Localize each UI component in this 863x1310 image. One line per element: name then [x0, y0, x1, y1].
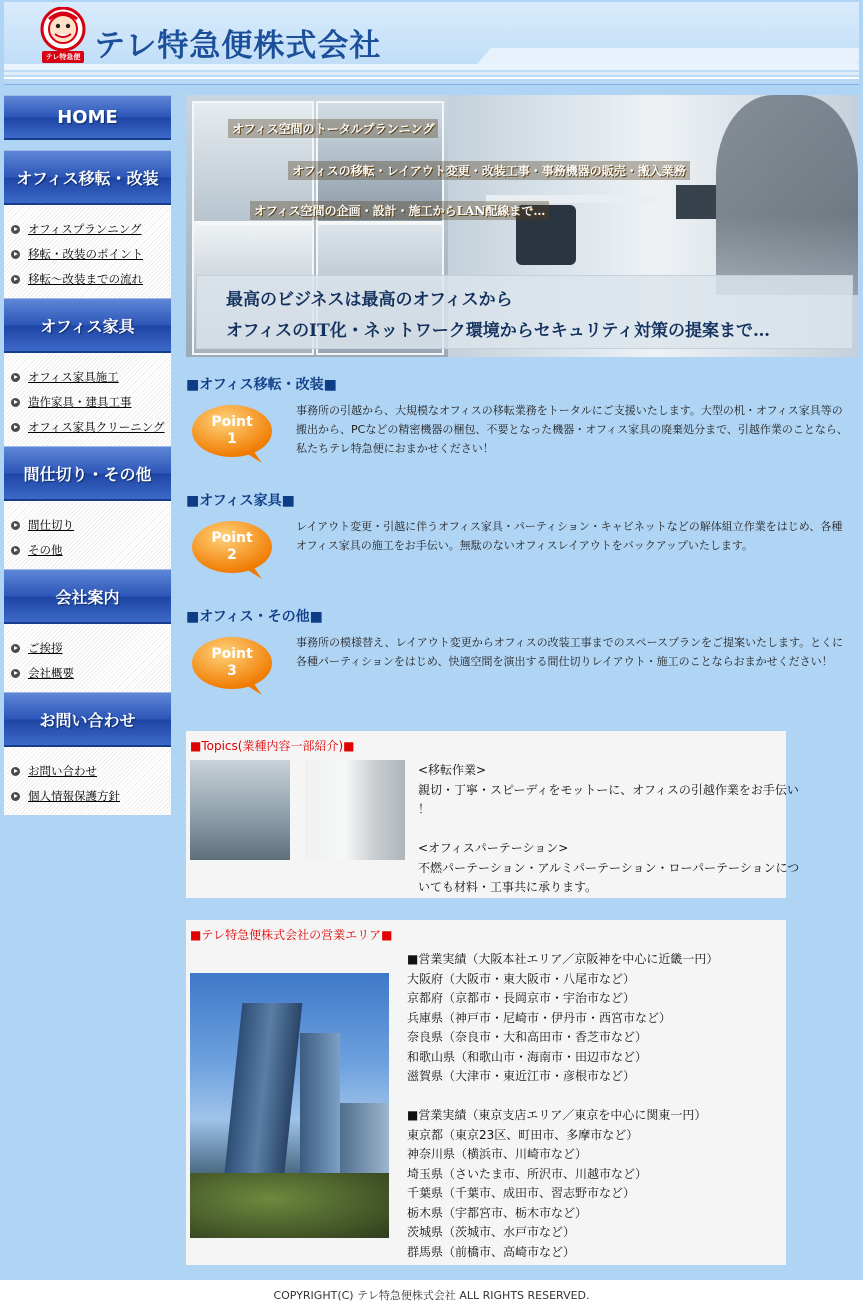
point-description: 事務所の引越から、大規模なオフィスの移転業務をトータルにご支援いたします。大型の机・オフィス家具等の搬出から、PCなどの精密機器の梱包、不要となった機器・オフィス家具の廃棄処分まで、引越作業のことなら、私たちテレ特急便におまかせください！ — [296, 404, 848, 455]
nav-section-partitions[interactable]: 間仕切り・その他 — [4, 446, 171, 501]
partition-photo — [305, 760, 405, 860]
nav-list-office-relocation — [4, 205, 171, 298]
arrow-bullet-icon — [11, 275, 20, 284]
nav-link-furniture-cleaning[interactable]: オフィス家具クリーニング — [4, 415, 171, 440]
arrow-bullet-icon — [11, 398, 20, 407]
arrow-bullet-icon — [11, 373, 20, 382]
arrow-bullet-icon — [11, 644, 20, 653]
sales-area-box — [186, 920, 786, 1265]
hero-tagline-3: オフィス空間の企画・設計・施工からLAN配線まで… — [250, 201, 549, 220]
point-row — [186, 627, 858, 719]
hero-tagline-1: オフィス空間のトータルプランニング — [228, 119, 438, 138]
nav-list-company — [4, 624, 171, 692]
nav-link-greeting[interactable]: ご挨拶 — [4, 636, 171, 661]
hero-tagline-2: オフィスの移転・レイアウト変更・改装工事・事務機器の販売・搬入業務 — [288, 161, 690, 180]
topics-text: <移転作業> 親切・丁寧・スピーディをモットーに、オフィスの引越作業をお手伝い ！ <オフィスパーテーション> 不燃パーテーション・アルミパーテーション・ローパーテーションにつ いても材料・工事共に承ります。 — [418, 763, 800, 894]
topics-box — [186, 731, 800, 898]
business-people-photo — [716, 95, 858, 295]
nav-section-office-relocation[interactable]: オフィス移転・改装 — [4, 150, 171, 205]
nav-link-other[interactable]: その他 — [4, 538, 171, 563]
sales-area-text: ■営業実績（大阪本社エリア／京阪神を中心に近畿一円） 大阪府（大阪市・東大阪市・八尾市など） 京都府（京都市・長岡京市・宇治市など） 兵庫県（神戸市・尼崎市・伊丹市・西宮市など） 奈良県（奈良市・大和高田市・香芝市など） 和歌山県（和歌山市・海南市・田辺市など） 滋賀県（大津市・東近江市・彦根市など） ■営業実績（東京支店エリア／東京を中心に関東一円） 東京都（東京23区、町田市、多摩市など） 神奈川県（横浜市、川崎市など） 埼玉県（さいたま市、所沢市、川越市など） 千葉県（千葉市、成田市、習志野市など） 栃木県（宇都宮市、栃木市など） 茨城県（茨城市、水戸市など） 群馬県（前橋市、高崎市など） — [407, 952, 719, 1259]
hero-headline-2: オフィスのIT化・ネットワーク環境からセキュリティ対策の提案まで… — [226, 321, 771, 341]
point-badge-icon: Point 1 — [190, 401, 274, 461]
header-decoration — [477, 48, 859, 64]
arrow-bullet-icon — [11, 423, 20, 432]
point-badge-icon: Point 2 — [190, 517, 274, 577]
logo-caption: テレ特急便 — [45, 53, 81, 61]
arrow-bullet-icon — [11, 767, 20, 776]
nav-link-furniture-install[interactable]: オフィス家具施工 — [4, 365, 171, 390]
point-badge-icon: Point 3 — [190, 633, 274, 693]
point-description: レイアウト変更・引越に伴うオフィス家具・パーティション・キャビネットなどの解体組立作業をはじめ、各種オフィス家具の施工をお手伝い。無駄のないオフィスレイアウトをバックアップいたします。 — [296, 520, 843, 552]
nav-link-contact[interactable]: お問い合わせ — [4, 759, 171, 784]
nav-list-office-furniture — [4, 353, 171, 446]
arrow-bullet-icon — [11, 669, 20, 678]
company-logo[interactable] — [40, 7, 86, 65]
nav-section-contact[interactable]: お問い合わせ — [4, 692, 171, 747]
hero-banner — [186, 95, 858, 357]
nav-link-privacy-policy[interactable]: 個人情報保護方針 — [4, 784, 171, 809]
nav-section-office-furniture[interactable]: オフィス家具 — [4, 298, 171, 353]
footer-copyright: COPYRIGHT(C) テレ特急便株式会社 ALL RIGHTS RESERVED. — [273, 1289, 590, 1302]
arrow-bullet-icon — [11, 792, 20, 801]
company-name: テレ特急便株式会社 — [94, 28, 382, 64]
point-row — [186, 395, 858, 487]
section-heading-relocation: ■オフィス移転・改装■ — [186, 377, 337, 393]
nav-link-office-planning[interactable]: オフィスプランニング — [4, 217, 171, 242]
site-header — [4, 2, 859, 85]
nav-list-contact — [4, 747, 171, 815]
nav-list-partitions — [4, 501, 171, 569]
nav-link-company-overview[interactable]: 会社概要 — [4, 661, 171, 686]
nav-link-relocation-points[interactable]: 移転・改装のポイント — [4, 242, 171, 267]
arrow-bullet-icon — [11, 521, 20, 530]
point-row — [186, 511, 858, 603]
nav-link-custom-furniture[interactable]: 造作家具・建具工事 — [4, 390, 171, 415]
nav-link-partitions[interactable]: 間仕切り — [4, 513, 171, 538]
moving-work-photo — [190, 760, 290, 860]
nav-section-company[interactable]: 会社案内 — [4, 569, 171, 624]
nav-link-relocation-flow[interactable]: 移転〜改装までの流れ — [4, 267, 171, 292]
arrow-bullet-icon — [11, 225, 20, 234]
sales-area-title: ■テレ特急便株式会社の営業エリア■ — [190, 928, 393, 942]
skyscraper-photo — [190, 973, 389, 1238]
main-content — [186, 95, 858, 1265]
point-description: 事務所の模様替え、レイアウト変更からオフィスの改装工事までのスペースプランをご提案いたします。とくに各種パーティションをはじめ、快適空間を演出する間仕切りレイアウト・施工のことならおまかせください！ — [296, 636, 844, 668]
nav-home-button[interactable]: HOME — [4, 95, 171, 140]
hero-headline-1: 最高のビジネスは最高のオフィスから — [226, 290, 513, 310]
topics-title: ■Topics(業種内容一部紹介)■ — [190, 739, 355, 753]
sidebar-nav — [4, 95, 171, 815]
section-heading-furniture: ■オフィス家具■ — [186, 493, 295, 509]
arrow-bullet-icon — [11, 546, 20, 555]
section-heading-other: ■オフィス・その他■ — [186, 609, 323, 625]
arrow-bullet-icon — [11, 250, 20, 259]
